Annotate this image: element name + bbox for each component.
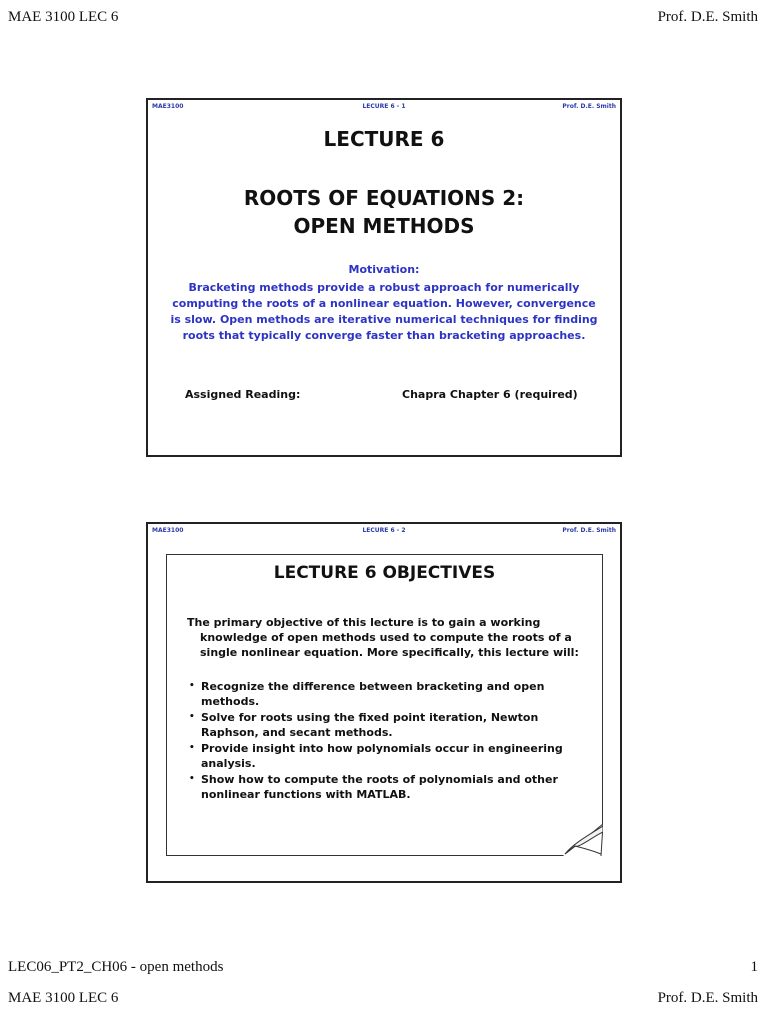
objective-bullet-4: • Show how to compute the roots of polynomials and other nonlinear functions with MATLAB. <box>187 772 567 802</box>
slide-1-header-number: LECURE 6 - 1 <box>362 103 406 110</box>
motivation-line-3: is slow. Open methods are iterative numerical techniques for finding <box>170 313 598 326</box>
slide-2-header-number: LECURE 6 - 2 <box>362 527 406 534</box>
page-footer-filename: LEC06_PT2_CH06 - open methods <box>8 959 224 975</box>
page-curl-icon <box>563 824 603 856</box>
slide-1-subtitle-line-2: OPEN METHODS <box>293 214 475 238</box>
page-number: 1 <box>750 959 758 975</box>
slide-1-subtitle-line-1: ROOTS OF EQUATIONS 2: <box>243 186 525 210</box>
assigned-reading-value: Chapra Chapter 6 (required) <box>402 388 578 401</box>
objectives-intro-line-1: The primary objective of this lecture is to gain a working <box>187 616 541 629</box>
slide-1-header-author: Prof. D.E. Smith <box>562 103 616 110</box>
motivation-line-2: computing the roots of a nonlinear equation. However, convergence <box>172 297 596 310</box>
motivation-line-1: Bracketing methods provide a robust approach for numerically <box>188 281 580 294</box>
slide-1-header-course: MAE3100 <box>152 103 184 110</box>
slide-2-header-course: MAE3100 <box>152 527 184 534</box>
objectives-intro-line-2: knowledge of open methods used to compute the roots of a <box>200 631 572 644</box>
objectives-intro-line-3: single nonlinear equation. More specifically, this lecture will: <box>200 646 579 659</box>
motivation-heading: Motivation: <box>348 263 420 276</box>
slide-1-title: LECTURE 6 <box>323 127 445 151</box>
page-footer-right: Prof. D.E. Smith <box>657 990 758 1006</box>
objective-bullet-1: • Recognize the difference between bracketing and open methods. <box>187 679 567 709</box>
slide-2-title: LECTURE 6 OBJECTIVES <box>273 563 496 583</box>
page-header-left: MAE 3100 LEC 6 <box>8 9 119 25</box>
objectives-bullet-list <box>187 679 567 803</box>
objectives-intro <box>187 615 597 660</box>
objective-bullet-2: • Solve for roots using the fixed point iteration, Newton Raphson, and secant methods. <box>187 710 567 740</box>
slide-1 <box>146 98 622 457</box>
objective-bullet-3: • Provide insight into how polynomials occur in engineering analysis. <box>187 741 567 771</box>
slide-2 <box>146 522 622 883</box>
motivation-line-4: roots that typically converge faster than bracketing approaches. <box>182 329 586 342</box>
objectives-note-card <box>166 554 603 856</box>
slide-2-header-author: Prof. D.E. Smith <box>562 527 616 534</box>
page-header-right: Prof. D.E. Smith <box>657 9 758 25</box>
assigned-reading-label: Assigned Reading: <box>185 388 301 401</box>
page-footer-left: MAE 3100 LEC 6 <box>8 990 119 1006</box>
